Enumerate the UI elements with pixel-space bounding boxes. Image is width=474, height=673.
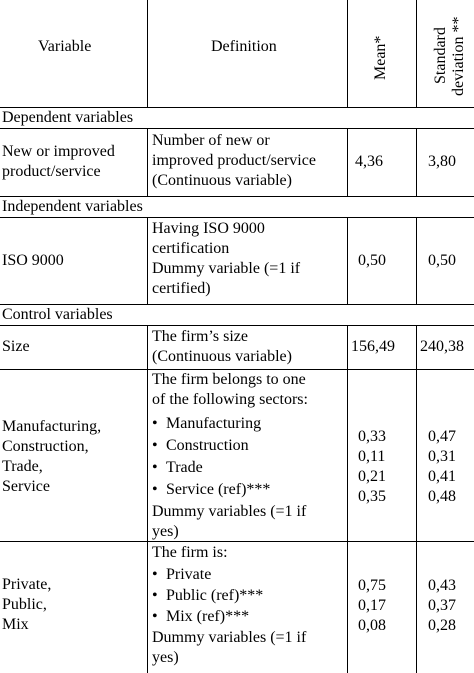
section-dependent-variables: Dependent variables [2,109,134,126]
col-divider-1-header [147,0,148,107]
row-iso-name: ISO 9000 [2,252,64,269]
header-definition: Definition [211,38,277,55]
col-divider-1-rows3-5 [147,325,148,673]
row-size-definition: The firm’s size (Continuous variable) [152,328,292,365]
header-sd-line2: deviation ** [450,16,467,96]
col-divider-2-rows3-5 [347,325,348,673]
header-mean: Mean* [372,35,389,80]
row-new-product-definition: Number of new or improved product/service (Continuous variable) [152,132,316,189]
bullet-service: • Service (ref)*** [152,480,270,500]
col-divider-3-row2 [416,217,417,304]
col-divider-2-header [347,0,348,107]
row-new-product-name: New or improved product/service [2,143,115,180]
row-new-product-mean: 4,36 [355,153,383,170]
row-sector-definition-outro: Dummy variables (=1 if yes) [152,503,307,540]
col-divider-3-row1 [416,128,417,196]
row-ownership-definition-outro: Dummy variables (=1 if yes) [152,629,307,666]
col-divider-3-header [416,0,417,107]
rule-control-label-bottom [0,325,474,326]
row-size-mean: 156,49 [351,338,395,355]
row-sector-means: 0,33 0,11 0,21 0,35 [358,428,386,505]
row-ownership-means: 0,75 0,17 0,08 [358,577,386,634]
col-divider-1-row2 [147,217,148,304]
row-sector-name: Manufacturing, Construction, Trade, Service [2,418,102,495]
col-divider-3-rows3-5 [416,325,417,673]
row-size-name: Size [2,338,30,355]
bullet-manufacturing: • Manufacturing [152,414,261,434]
row-iso-mean: 0,50 [358,252,386,269]
bullet-public: • Public (ref)*** [152,586,263,606]
col-divider-2-row1 [347,128,348,196]
bullet-private: • Private [152,565,211,585]
header-sd-line1: Standard [432,27,449,84]
bullet-construction: • Construction [152,436,249,456]
row-ownership-name: Private, Public, Mix [2,576,52,633]
row-iso-sd: 0,50 [428,252,456,269]
row-iso-definition: Having ISO 9000 certification Dummy variable (=1 if certified) [152,220,301,297]
section-independent-variables: Independent variables [2,198,143,215]
bullet-mix: • Mix (ref)*** [152,607,249,627]
row-sector-sds: 0,47 0,31 0,41 0,48 [428,428,456,505]
row-ownership-definition-intro: The firm is: [152,544,228,561]
col-divider-2-row2 [347,217,348,304]
row-ownership-sds: 0,43 0,37 0,28 [428,577,456,634]
row-sector-definition-intro: The firm belongs to one of the following sectors: [152,371,308,408]
row-size-sd: 240,38 [420,338,464,355]
rule-dependent-label-bottom [0,128,474,129]
section-control-variables: Control variables [2,306,113,323]
col-divider-1-row1 [147,128,148,196]
header-variable: Variable [38,38,92,55]
row-new-product-sd: 3,80 [428,153,456,170]
rule-independent-label-bottom [0,217,474,218]
bullet-trade: • Trade [152,458,203,478]
